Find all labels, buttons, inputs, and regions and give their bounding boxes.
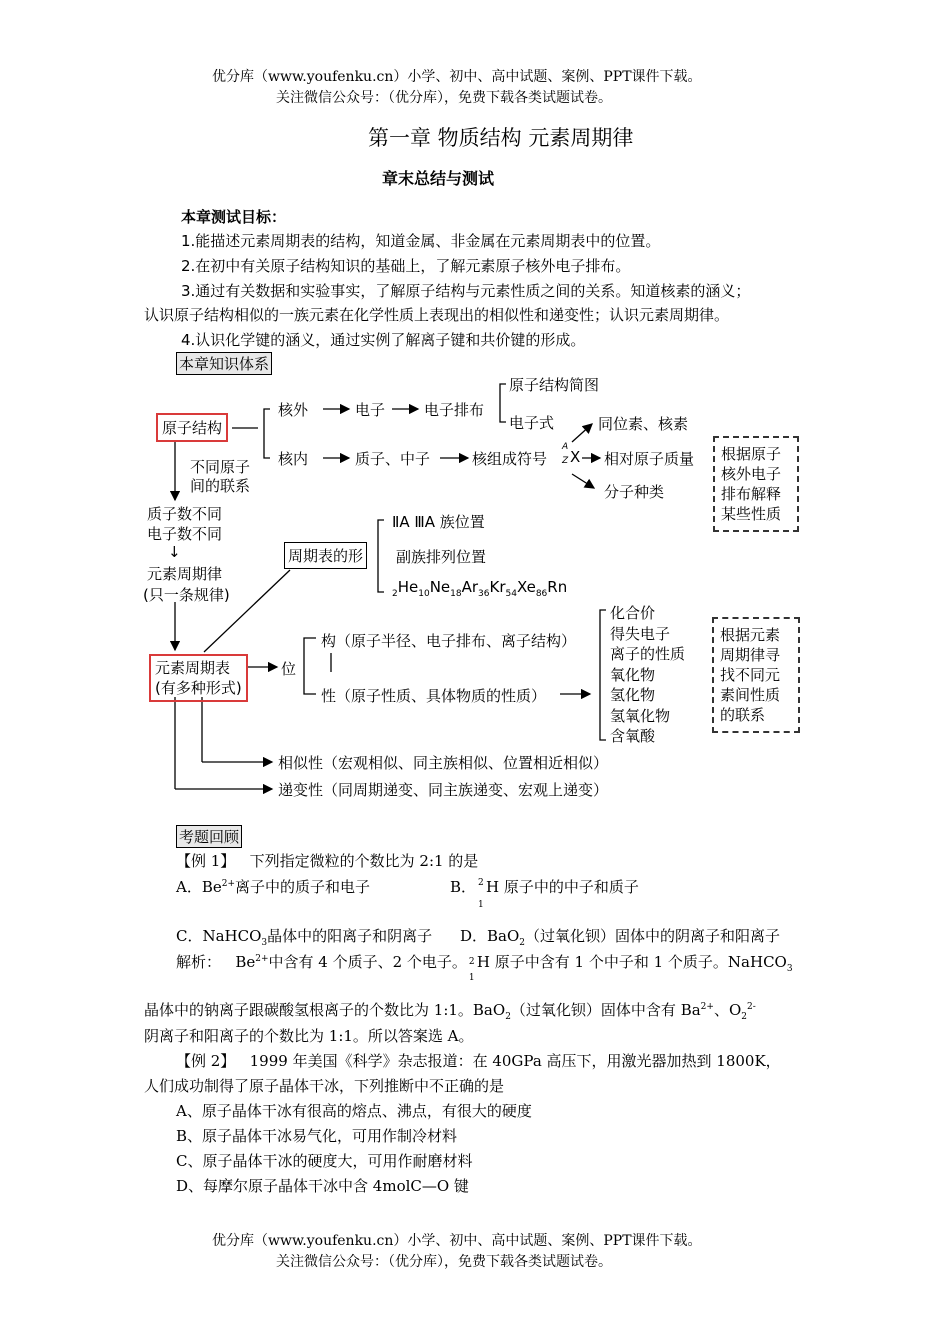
inner-label: 核内 <box>278 450 309 468</box>
example2-label: 【例 2】 <box>176 1052 236 1070</box>
page-title: 第一章 物质结构 元素周期律 <box>368 126 634 150</box>
proton-neutron-label: 质子、中子 <box>355 450 431 468</box>
position-label: 位 <box>281 660 297 678</box>
prop-item: 得失电子 <box>610 624 671 643</box>
atom-bracket <box>264 409 270 458</box>
outer-label: 核外 <box>278 401 309 419</box>
similarity-label: 相似性（宏观相似、同主族相似、位置相近相似） <box>278 754 609 772</box>
periodic-table-box <box>149 654 248 702</box>
periodic-law-label: 元素周期律 <box>147 565 223 583</box>
electron-formula-label: 电子式 <box>509 414 555 432</box>
electron-config-bracket <box>500 384 506 422</box>
props-list <box>610 603 685 747</box>
goals-heading: 本章测试目标： <box>181 208 287 226</box>
noble-gas-86: $_{86}$Rn <box>535 578 568 599</box>
law-box: 根据元素周期律寻找不同元素间性质的联系 <box>712 617 800 733</box>
example2-option-d: D、每摩尔原子晶体干冰中含 4molC—O 键 <box>176 1177 469 1195</box>
example1-question: 下列指定微粒的个数比为 2:1 的是 <box>249 852 479 870</box>
group-pos-label: ⅡA ⅢA 族位置 <box>392 513 485 531</box>
goal-item-4: 4.认识化学键的涵义，通过实例了解离子键和共价键的形成。 <box>181 331 586 349</box>
footer-line-2: 关注微信公众号：（优分库），免费下载各类试题试卷。 <box>276 1254 612 1270</box>
diff-atoms-label-2: 间的联系 <box>190 477 251 495</box>
electron-config-label: 电子排布 <box>424 401 485 419</box>
noble-gas-36: $_{36}$Kr <box>478 578 506 599</box>
knowledge-tag: 本章知识体系 <box>176 352 272 375</box>
example2-line1: 【例 2】 1999 年美国《科学》杂志报道：在 40GPa 高压下，用激光器加热到 1800K， <box>176 1052 781 1070</box>
prop-item: 含氧酸 <box>610 727 656 745</box>
structure-label: 构（原子半径、电子排布、离子结构） <box>321 632 577 650</box>
example1-label: 【例 1】 <box>176 852 236 870</box>
example2-option-a: A、原子晶体干冰有很高的熔点、沸点，有很大的硬度 <box>176 1102 532 1120</box>
noble-gas-2: $_2$He <box>392 578 419 599</box>
many-forms-label: (有多种形式) <box>155 679 242 697</box>
example1-answer-line1: 解析： $Be^{2+}$中含有 4 个质子、2 个电子。 2 1 H 原子中含有 1 个中子和 1 个质子。NaHCO$_3$ <box>176 953 793 983</box>
periodic-table-label: 元素周期表 <box>155 659 231 677</box>
prop-item: 氢化物 <box>610 686 656 704</box>
example1-answer-line2: 晶体中的钠离子跟碳酸氢根离子的个数比为 1:1。BaO$_2$（过氧化钡）固体中含有 $Ba^{2+}$、$O_2^{2-}$ <box>144 1001 756 1022</box>
footer-line-1: 优分库（www.youfenku.cn）小学、初中、高中试题、案例、PPT课件下载。 <box>212 1233 702 1249</box>
isotope-label: 同位素、核素 <box>598 415 689 433</box>
goal-item-3b: 认识原子结构相似的一族元素在化学性质上表现出的相似性和递变性；认识元素周期律。 <box>144 306 730 324</box>
symbol-x: X <box>570 448 581 466</box>
down-arrow: ↓ <box>168 543 181 561</box>
prop-item: 氢氧化物 <box>610 706 671 725</box>
diff-atoms-label-1: 不同原子 <box>190 458 251 476</box>
header-line-2: 关注微信公众号：（优分库），免费下载各类试题试卷。 <box>276 90 612 106</box>
noble-gas-10: $_{10}$Ne <box>418 578 451 599</box>
gradient-label: 递变性（同周期递变、同主族递变、宏观上递变） <box>278 781 609 799</box>
prop-item: 离子的性质 <box>610 645 686 663</box>
example1-option-c: C．NaHCO$_3$晶体中的阳离子和阴离子 <box>176 927 433 948</box>
symbol-z: Z <box>562 456 569 466</box>
example2-option-c: C、原子晶体干冰的硬度大，可用作耐磨材料 <box>176 1152 473 1170</box>
proton-diff-label: 质子数不同 <box>147 505 223 523</box>
example1-option-d: D．BaO$_2$（过氧化钡）固体中的阴离子和阳离子 <box>460 927 781 948</box>
table-shape-box: 周期表的形 <box>284 542 367 569</box>
example2-option-b: B、原子晶体干冰易气化，可用作制冷材料 <box>176 1127 458 1145</box>
goal-item-2: 2.在初中有关原子结构知识的基础上，了解元素原子核外电子排布。 <box>181 257 631 275</box>
symbol-a: A <box>562 442 569 452</box>
noble-gases <box>392 578 567 599</box>
example2-line2: 人们成功制得了原子晶体干冰，下列推断中不正确的是 <box>144 1077 505 1095</box>
prop-item: 化合价 <box>610 604 656 622</box>
example1-line <box>176 850 478 871</box>
review-tag: 考题回顾 <box>176 825 242 848</box>
atom-diagram-label: 原子结构简图 <box>509 376 600 394</box>
molecule-kinds-label: 分子种类 <box>604 483 665 501</box>
noble-gas-54: $_{54}$Xe <box>505 578 536 599</box>
example1-option-b: B． 2 1 H 原子中的中子和质子 <box>450 878 639 910</box>
subgroup-label: 副族排列位置 <box>396 548 487 566</box>
one-law-label: (只一条规律) <box>143 586 230 604</box>
prop-item: 氧化物 <box>610 665 656 684</box>
electron-diff-label: 电子数不同 <box>147 525 223 543</box>
nuclide-symbol-label: 核组成符号 <box>472 450 548 468</box>
example1-option-a: A．$Be^{2+}$离子中的质子和电子 <box>176 878 371 896</box>
table-shape-bracket <box>378 520 384 592</box>
property-label: 性（原子性质、具体物质的性质） <box>321 687 547 705</box>
explain-box: 根据原子核外电子排布解释某些性质 <box>713 436 799 532</box>
relative-mass-label: 相对原子质量 <box>604 450 695 468</box>
noble-gas-18: $_{18}$Ar <box>450 578 479 599</box>
header-line-1: 优分库（www.youfenku.cn）小学、初中、高中试题、案例、PPT课件下载。 <box>212 69 702 85</box>
atom-structure-box: 原子结构 <box>156 413 228 442</box>
electron-label: 电子 <box>355 401 386 419</box>
props-bracket <box>600 610 606 740</box>
goal-item-1: 1.能描述元素周期表的结构，知道金属、非金属在元素周期表中的位置。 <box>181 232 661 250</box>
goal-item-3a: 3.通过有关数据和实验事实，了解原子结构与元素性质之间的关系。知道核素的涵义； <box>181 282 751 300</box>
example1-answer-line3: 阴离子和阳离子的个数比为 1:1。所以答案选 A。 <box>144 1027 474 1045</box>
page-subtitle: 章末总结与测试 <box>382 169 495 188</box>
